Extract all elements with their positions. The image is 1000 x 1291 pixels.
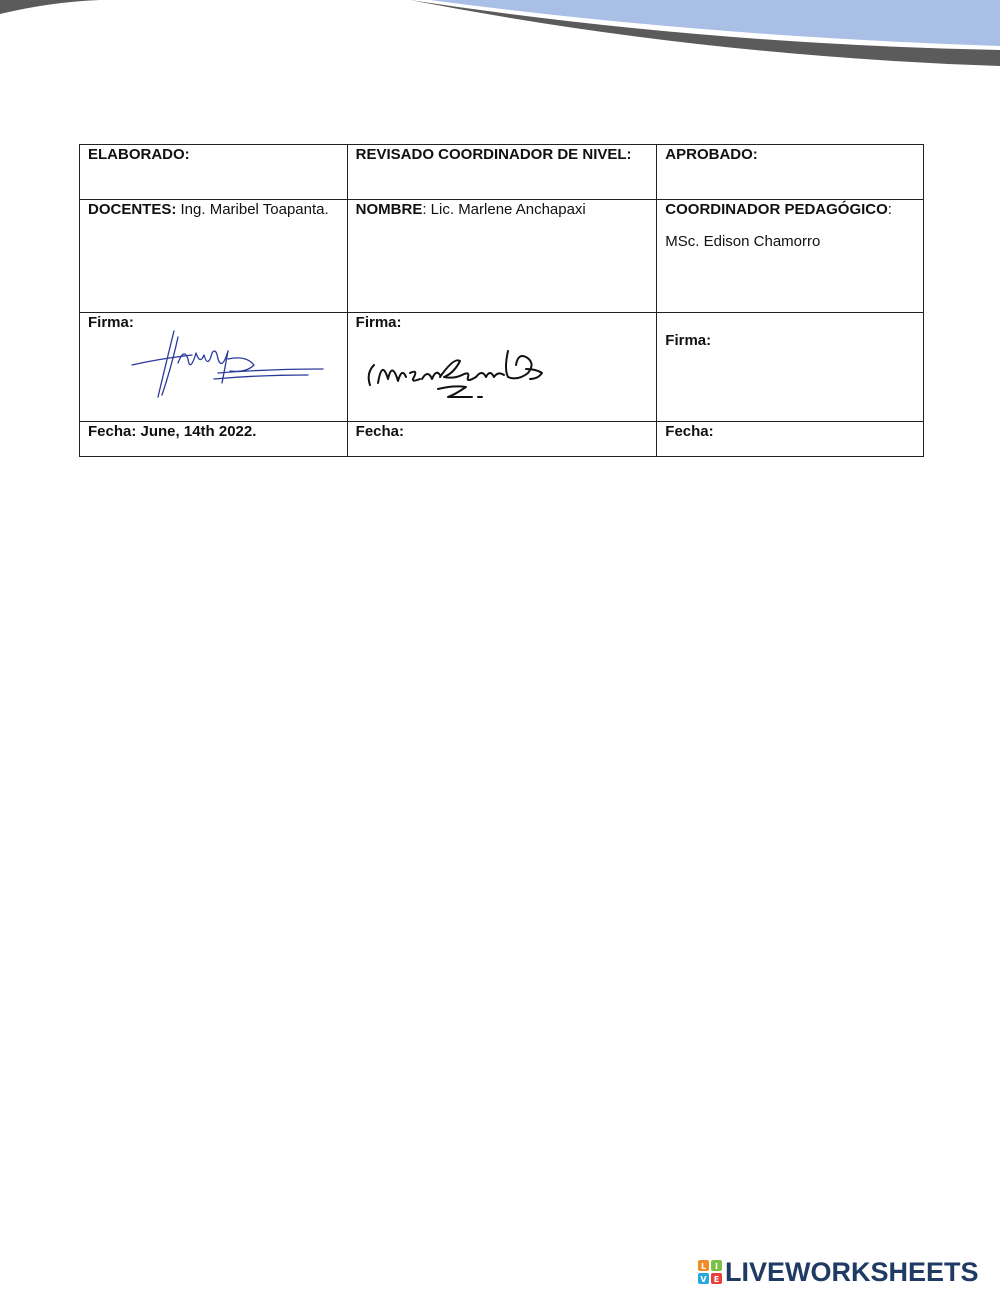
coordinador-colon: :	[887, 201, 892, 218]
firma-label-3: Firma:	[665, 332, 712, 349]
table-row	[80, 200, 924, 313]
firma-label-1: Firma:	[88, 314, 134, 331]
svg-text:L: L	[700, 1262, 707, 1271]
svg-text:I: I	[715, 1262, 718, 1271]
coordinador-cell	[657, 200, 924, 313]
signature-1-image	[118, 325, 328, 405]
elaborado-header: ELABORADO:	[80, 145, 348, 200]
svg-text:E: E	[713, 1275, 720, 1284]
firma-cell-1	[80, 313, 348, 422]
docentes-cell	[80, 200, 348, 313]
firma-cell-3	[657, 313, 924, 422]
liveworksheets-icon	[697, 1259, 723, 1285]
coordinador-name: MSc. Edison Chamorro	[665, 233, 821, 250]
aprobado-header: APROBADO:	[657, 145, 924, 200]
svg-text:V: V	[700, 1275, 707, 1284]
signature-2-image	[358, 339, 558, 409]
table-row	[80, 313, 924, 422]
liveworksheets-logo	[697, 1257, 979, 1287]
table-row	[80, 145, 924, 200]
signature-2-area	[356, 333, 649, 421]
header-wave-decoration	[0, 0, 1000, 80]
firma-cell-2	[347, 313, 657, 422]
approval-table	[79, 144, 924, 457]
fecha-3: Fecha:	[657, 422, 924, 457]
signature-1-area	[88, 333, 339, 421]
docentes-value: Ing. Maribel Toapanta.	[176, 201, 329, 218]
table-row	[80, 422, 924, 457]
nombre-label: NOMBRE	[355, 201, 423, 218]
revisado-header: REVISADO COORDINADOR DE NIVEL:	[347, 145, 657, 200]
nombre-value: : Lic. Marlene Anchapaxi	[422, 201, 586, 218]
firma-label-2: Firma:	[355, 314, 402, 331]
fecha-2: Fecha:	[347, 422, 657, 457]
docentes-label: DOCENTES:	[88, 201, 177, 218]
coordinador-label: COORDINADOR PEDAGÓGICO	[665, 201, 888, 218]
fecha-1: Fecha: June, 14th 2022.	[80, 422, 348, 457]
liveworksheets-wordmark: LIVEWORKSHEETS	[725, 1257, 979, 1287]
nombre-cell	[347, 200, 657, 313]
